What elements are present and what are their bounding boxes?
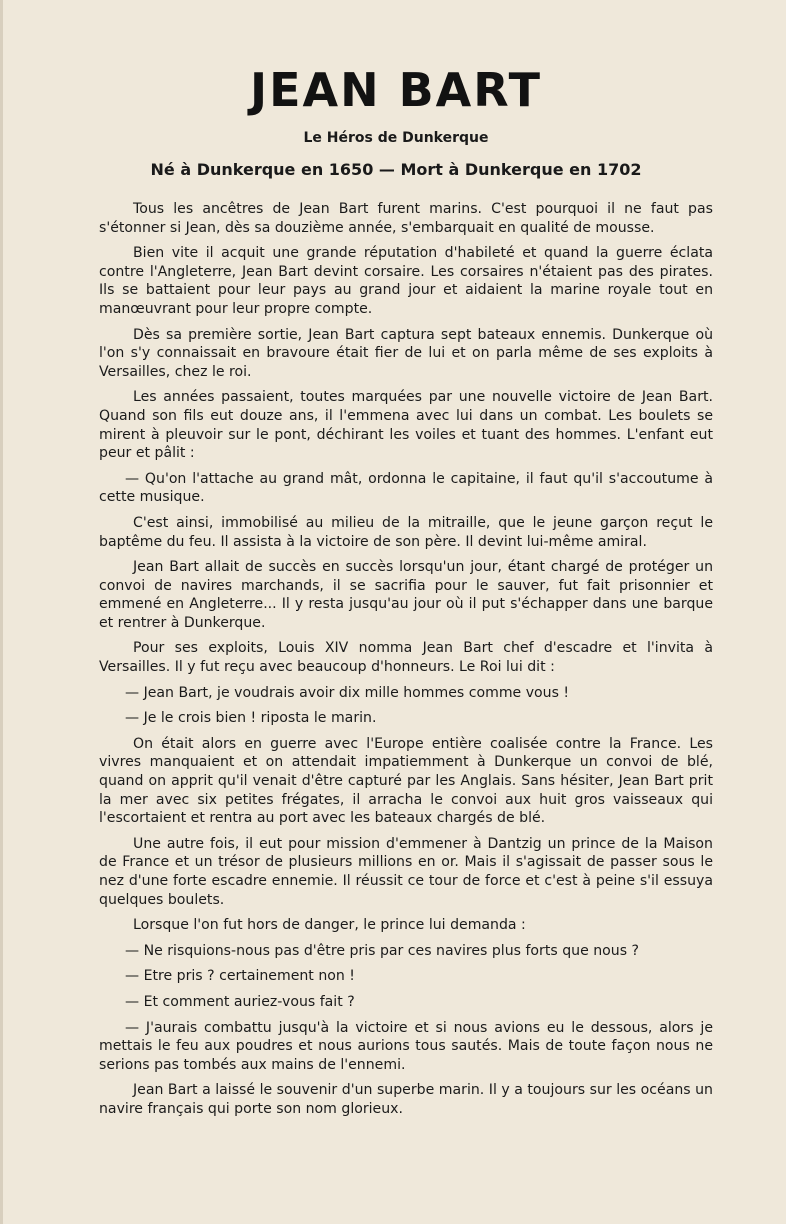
- dialogue-line: — Et comment auriez-vous fait ?: [125, 993, 355, 1010]
- document-subtitle: Le Héros de Dunkerque: [303, 130, 489, 146]
- paragraph: Tous les ancêtres de Jean Bart furent marins. C'est pourquoi il ne faut pas s'étonner si Jean, dès sa douzième année, s'embarquait en qualité de mousse.: [99, 201, 713, 236]
- paragraph: Lorsque l'on fut hors de danger, le prince lui demanda :: [133, 917, 526, 934]
- document-body: [99, 200, 713, 1126]
- birth-death-dates: Né à Dunkerque en 1650 — Mort à Dunkerque en 1702: [150, 160, 642, 179]
- paragraph: Jean Bart a laissé le souvenir d'un superbe marin. Il y a toujours sur les océans un navire français qui porte son nom glorieux.: [99, 1082, 713, 1117]
- paragraph: Jean Bart allait de succès en succès lorsqu'un jour, étant chargé de protéger un convoi de navires marchands, il se sacrifia pour le sauver, fut fait prisonnier et emmené en Angleterre... Il y resta jusqu'au jour où il put s'échapper dans une barque et rentrer à Dunkerque.: [99, 559, 713, 631]
- dialogue-line: — Je le crois bien ! riposta le marin.: [125, 710, 377, 727]
- paragraph: Bien vite il acquit une grande réputation d'habileté et quand la guerre éclata contre l'Angleterre, Jean Bart devint corsaire. Les corsaires n'étaient pas des pirates. Ils se battaient pour leur pays au grand jour et aidaient la marine royale tout en manœuvrant pour leur propre compte.: [99, 245, 713, 317]
- paragraph: Les années passaient, toutes marquées par une nouvelle victoire de Jean Bart. Quand son fils eut douze ans, il l'emmena avec lui dans un combat. Les boulets se mirent à pleuvoir sur le pont, déchirant les voiles et tuant des hommes. L'enfant eut peur et pâlit :: [99, 389, 713, 462]
- paragraph: On était alors en guerre avec l'Europe entière coalisée contre la France. Les vivres manquaient et on attendait impatiemment à Dunkerque un convoi de blé, quand on apprit qu'il venait d'être capturé par les Anglais. Sans hésiter, Jean Bart prit la mer avec six petites frégates, il arracha le convoi aux huit gros vaisseaux qui l'escortaient et rentra au port avec les bateaux chargés de blé.: [99, 735, 713, 827]
- dialogue-line: — Jean Bart, je voudrais avoir dix mille hommes comme vous !: [125, 684, 570, 701]
- paragraph: C'est ainsi, immobilisé au milieu de la mitraille, que le jeune garçon reçut le baptême du feu. Il assista à la victoire de son père. Il devint lui-même amiral.: [99, 514, 713, 550]
- paragraph: Dès sa première sortie, Jean Bart captura sept bateaux ennemis. Dunkerque où l'on s'y connaissait en bravoure était fier de lui et on parla même de ses exploits à Versailles, chez le roi.: [99, 326, 713, 380]
- document-title: JEAN BART: [249, 63, 543, 117]
- dialogue-line: — Etre pris ? certainement non !: [125, 968, 355, 985]
- paragraph: Une autre fois, il eut pour mission d'emmener à Dantzig un prince de la Maison de France et un trésor de plusieurs millions en or. Mais il s'agissait de passer sous le nez d'une forte escadre ennemie. Il réussit ce tour de force et c'est à peine s'il essuya quelques boulets.: [99, 835, 713, 908]
- dialogue-line: — J'aurais combattu jusqu'à la victoire et si nous avions eu le dessous, alors je mettais le feu aux poudres et nous aurions tous sautés. Mais de toute façon nous ne serions pas tombés aux mains de l'ennemi.: [99, 1019, 713, 1073]
- dialogue-line: — Ne risquions-nous pas d'être pris par ces navires plus forts que nous ?: [125, 942, 640, 959]
- dialogue-line: — Qu'on l'attache au grand mât, ordonna le capitaine, il faut qu'il s'accoutume à cette musique.: [99, 470, 713, 506]
- paragraph: Pour ses exploits, Louis XIV nomma Jean Bart chef d'escadre et l'invita à Versailles. Il y fut reçu avec beaucoup d'honneurs. Le Roi lui dit :: [99, 640, 713, 676]
